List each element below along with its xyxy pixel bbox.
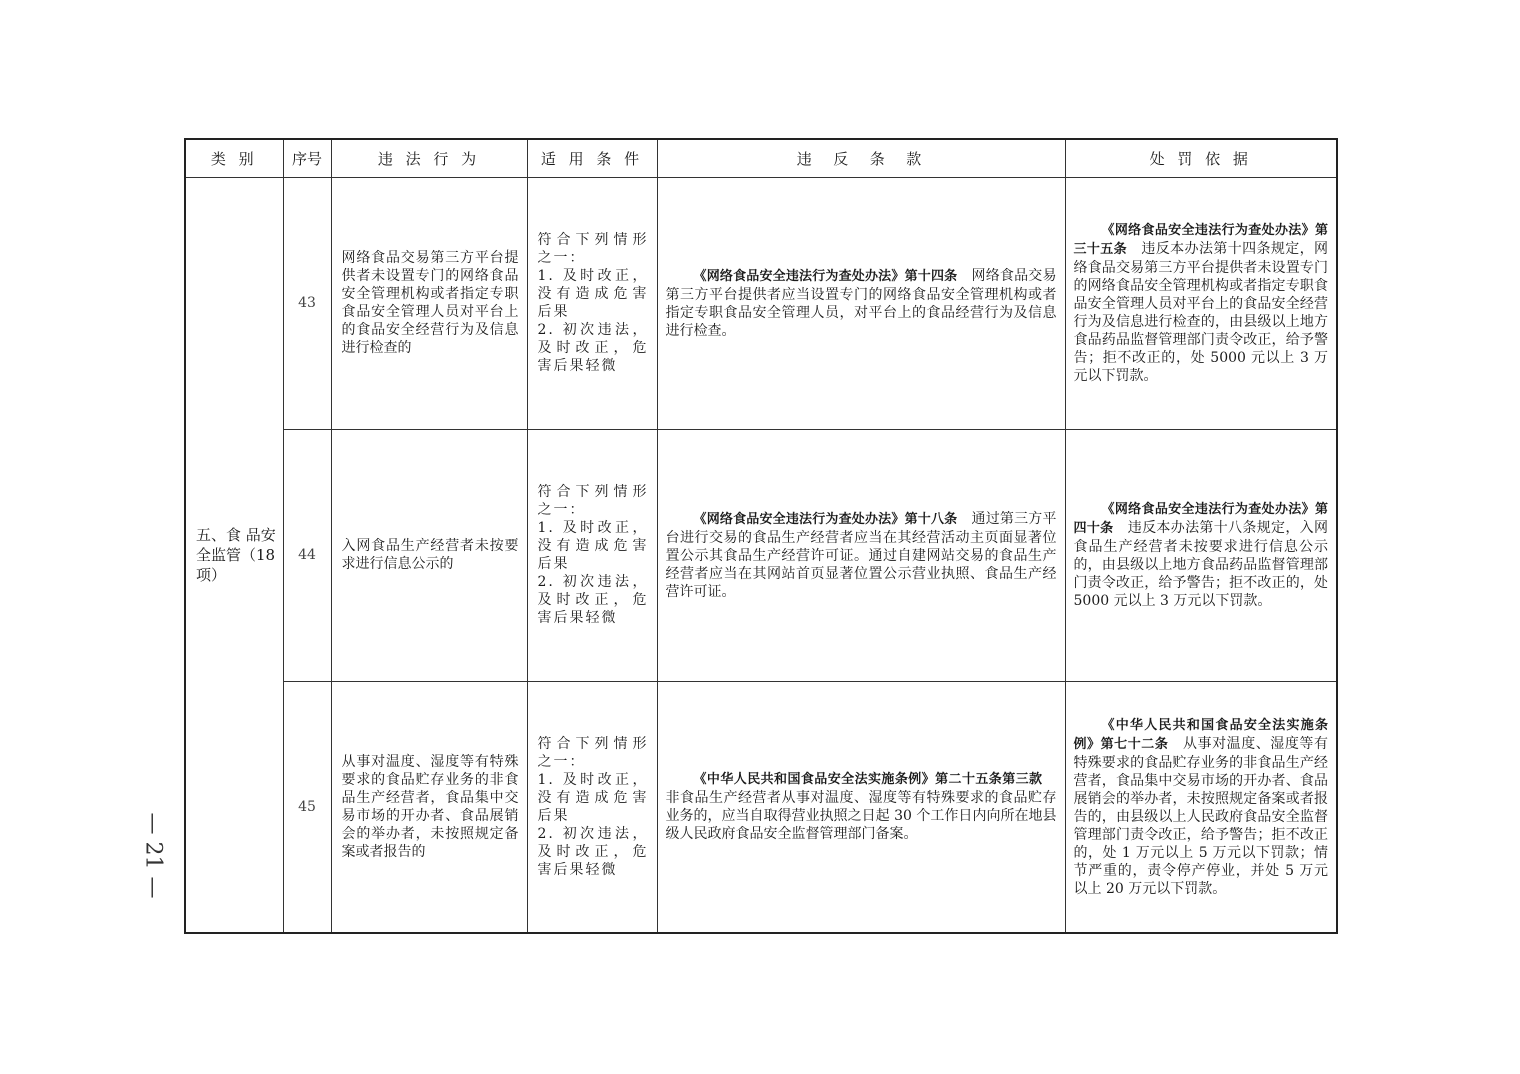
table-header-row bbox=[185, 139, 1337, 178]
table-row bbox=[185, 178, 1337, 430]
penalty-title: 《网络食品安全违法行为查处办法》第四十条 bbox=[1073, 502, 1328, 537]
penalty-text bbox=[1074, 500, 1329, 610]
article-text bbox=[666, 770, 1057, 843]
category-label: 五、食 品安全监管（18 项） bbox=[196, 526, 276, 584]
page-number bbox=[128, 800, 178, 910]
row-number: 44 bbox=[283, 429, 331, 681]
article-text bbox=[666, 267, 1057, 340]
penalty-title: 《中华人民共和国食品安全法实施条例》第七十二条 bbox=[1073, 717, 1328, 752]
header-number: 序号 bbox=[283, 139, 331, 178]
article-body: 非食品生产经营者从事对温度、湿度等有特殊要求的食品贮存业务的，应当自取得营业执照之日起 30 个工作日内向所在地县级人民政府食品安全监督管理部门备案。 bbox=[665, 771, 1057, 843]
page-number-text: — 21 — bbox=[140, 812, 166, 898]
penalty-body: 违反本办法第十四条规定，网络食品交易第三方平台提供者未设置专门的网络食品安全管理机构或者指定专职食品安全管理人员对平台上的食品安全经营行为及信息进行检查的，由县级以上地方食品药品监督管理部门责令改正，给予警告；拒不改正的，处 5000 元以上 3 万元以下罚款。 bbox=[1073, 241, 1328, 385]
penalty-text bbox=[1074, 221, 1329, 385]
header-category: 类 别 bbox=[185, 139, 283, 178]
article-title: 《网络食品安全违法行为查处办法》第十八条 bbox=[693, 511, 958, 527]
penalty-title: 《网络食品安全违法行为查处办法》第三十五条 bbox=[1073, 223, 1328, 258]
penalty-cell bbox=[1065, 429, 1337, 681]
article-title: 《网络食品安全违法行为查处办法》第十四条 bbox=[693, 268, 958, 284]
penalty-body: 从事对温度、湿度等有特殊要求的食品贮存业务的非食品生产经营者，食品集中交易市场的开办者、食品展销会的举办者，未按照规定备案或者报告的，由县级以上人民政府食品安全监督管理部门责令改正，给予警告；拒不改正的，处 1 万元以上 5 万元以下罚款；情节严重的，责令停产停业，并处 5 万元以上 20 万元以下罚款。 bbox=[1073, 735, 1328, 897]
condition-text: 符合下列情形之一： 1. 及时改正，没有造成危害后果 2. 初次违法，及时改正，危害后果轻微 bbox=[537, 735, 649, 878]
category-cell bbox=[185, 178, 283, 934]
penalty-body: 违反本办法第十八条规定，入网食品生产经营者未按要求进行信息公示的，由县级以上地方食品药品监督管理部门责令改正，给予警告；拒不改正的，处 5000 元以上 3 万元以下罚款。 bbox=[1073, 520, 1328, 610]
article-title: 《中华人民共和国食品安全法实施条例》第二十五条第三款 bbox=[693, 772, 1043, 788]
table-row bbox=[185, 429, 1337, 681]
header-article: 违 反 条 款 bbox=[657, 139, 1065, 178]
violation-cell bbox=[331, 178, 527, 430]
penalty-cell bbox=[1065, 681, 1337, 933]
violation-text: 网络食品交易第三方平台提供者未设置专门的网络食品安全管理机构或者指定专职食品安全管理人员对平台上的食品安全经营行为及信息进行检查的 bbox=[341, 250, 519, 357]
penalty-cell bbox=[1065, 178, 1337, 430]
article-text bbox=[666, 510, 1057, 601]
row-number: 43 bbox=[283, 178, 331, 430]
header-penalty: 处 罚 依 据 bbox=[1065, 139, 1337, 178]
article-cell bbox=[657, 681, 1065, 933]
article-cell bbox=[657, 429, 1065, 681]
penalty-text bbox=[1074, 716, 1329, 898]
violation-text: 入网食品生产经营者未按要求进行信息公示的 bbox=[341, 538, 519, 573]
article-body: 通过第三方平台进行交易的食品生产经营者应当在其经营活动主页面显著位置公示其食品生产经营许可证。通过自建网站交易的食品生产经营者应当在其网站首页显著位置公示营业执照、食品生产经营许可证。 bbox=[665, 510, 1057, 600]
penalty-table bbox=[184, 138, 1338, 934]
violation-text: 从事对温度、湿度等有特殊要求的食品贮存业务的非食品生产经营者，食品集中交易市场的开办者、食品展销会的举办者，未按照规定备案或者报告的 bbox=[341, 753, 519, 860]
violation-cell bbox=[331, 681, 527, 933]
row-number: 45 bbox=[283, 681, 331, 933]
condition-text: 符合下列情形之一： 1. 及时改正，没有造成危害后果 2. 初次违法，及时改正，危害后果轻微 bbox=[537, 484, 649, 627]
article-body: 网络食品交易第三方平台提供者应当设置专门的网络食品安全管理机构或者指定专职食品安全管理人员，对平台上的食品经营行为及信息进行检查。 bbox=[665, 267, 1057, 339]
condition-cell bbox=[527, 178, 657, 430]
article-cell bbox=[657, 178, 1065, 430]
violation-cell bbox=[331, 429, 527, 681]
condition-cell bbox=[527, 681, 657, 933]
header-act: 违 法 行 为 bbox=[331, 139, 527, 178]
table-row bbox=[185, 681, 1337, 933]
header-condition: 适 用 条 件 bbox=[527, 139, 657, 178]
condition-text: 符合下列情形之一： 1. 及时改正，没有造成危害后果 2. 初次违法，及时改正，危害后果轻微 bbox=[537, 232, 649, 375]
condition-cell bbox=[527, 429, 657, 681]
